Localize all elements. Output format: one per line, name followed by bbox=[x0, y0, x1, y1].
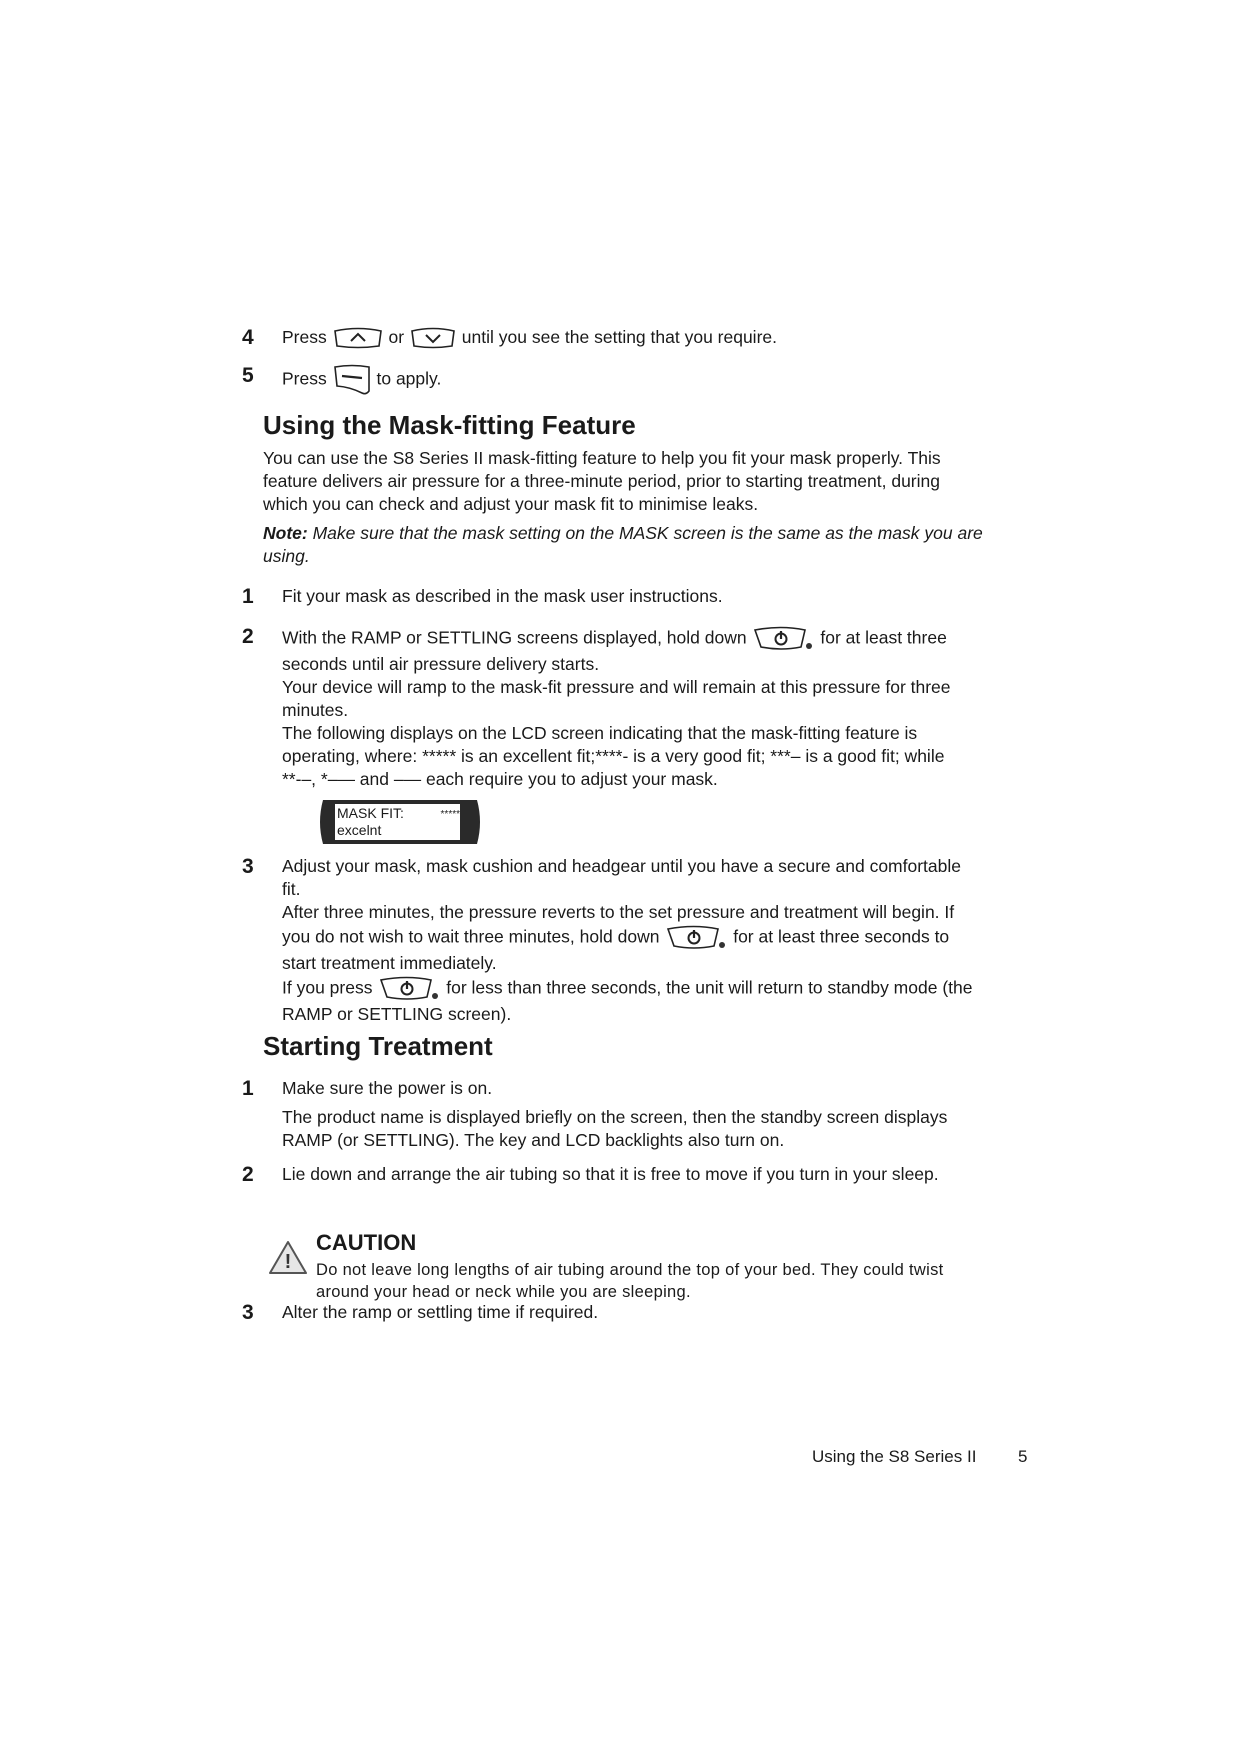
lcd-stars: ***** bbox=[440, 809, 460, 820]
lcd-screen bbox=[335, 804, 460, 840]
step-number: 2 bbox=[242, 625, 254, 648]
step-text: Your device will ramp to the mask-fit pressure and will remain at this pressure for three minutes. bbox=[282, 677, 951, 720]
step-text: After three minutes, the pressure reverts to the set pressure and treatment will begin. If you do not wish to wait three minutes, hold down for at least three seconds to start treatment immediately. bbox=[282, 902, 955, 973]
step-text: or bbox=[388, 327, 405, 347]
caution-icon bbox=[268, 1240, 308, 1276]
step-text: Press bbox=[282, 368, 327, 389]
step-text: Fit your mask as described in the mask user instructions. bbox=[282, 586, 723, 606]
step-text: If you press for less than three seconds, the unit will return to standby mode (the RAMP or SETTLING screen). bbox=[282, 975, 982, 1026]
lcd-line-2: excelnt bbox=[337, 822, 382, 838]
section-title-mask-fitting: Using the Mask-fitting Feature bbox=[263, 410, 636, 440]
step-text: The following displays on the LCD screen indicating that the mask-fitting feature is operating, where: ***** is an excellent fit;****- is a very good fit; ***– is a good fit; while **-–, *–— and –— each require you to adjust your mask. bbox=[282, 723, 945, 789]
step-text: With the RAMP or SETTLING screens displayed, hold down for at least three seconds until air pressure delivery starts. bbox=[282, 625, 982, 676]
step-text: until you see the setting that you require. bbox=[461, 327, 777, 347]
step-number: 1 bbox=[242, 1077, 254, 1100]
step-number: 1 bbox=[242, 585, 254, 608]
mask-intro-paragraph: You can use the S8 Series II mask-fitting feature to help you fit your mask properly. This feature delivers air pressure for a three-minute period, prior to starting treatment, during which you can check and adjust your mask fit to minimise leaks. bbox=[263, 448, 941, 514]
treatment-step-1 bbox=[242, 1077, 982, 1152]
step-number: 5 bbox=[242, 364, 254, 387]
mask-note bbox=[263, 522, 983, 568]
step-number: 3 bbox=[242, 855, 254, 878]
step-text: Press bbox=[282, 327, 327, 347]
power-key-icon bbox=[751, 625, 815, 653]
step-4 bbox=[242, 326, 982, 349]
step-text: The product name is displayed briefly on the screen, then the standby screen displays RAMP (or SETTLING). The key and LCD backlights also turn on. bbox=[282, 1107, 948, 1150]
mask-step-2 bbox=[242, 625, 982, 791]
note-label: Note: bbox=[263, 523, 308, 543]
step-number: 2 bbox=[242, 1163, 254, 1186]
down-key-icon bbox=[409, 327, 457, 349]
step-text: Adjust your mask, mask cushion and headgear until you have a secure and comfortable fit. bbox=[282, 856, 961, 899]
step-text: Lie down and arrange the air tubing so that it is free to move if you turn in your sleep. bbox=[282, 1164, 939, 1184]
enter-key-icon bbox=[332, 364, 372, 396]
mask-step-1 bbox=[242, 585, 982, 608]
step-text: Make sure the power is on. bbox=[282, 1078, 493, 1098]
step-number: 4 bbox=[242, 326, 254, 349]
note-text: Make sure that the mask setting on the MASK screen is the same as the mask you are using. bbox=[263, 523, 983, 566]
step-text: Alter the ramp or settling time if required. bbox=[282, 1302, 599, 1322]
power-key-icon bbox=[664, 924, 728, 952]
step-text: to apply. bbox=[376, 368, 442, 389]
treatment-step-2 bbox=[242, 1163, 982, 1186]
caution-text: Do not leave long lengths of air tubing around the top of your bed. They could twist around your head or neck while you are sleeping. bbox=[316, 1261, 944, 1301]
footer-title: Using the S8 Series II bbox=[812, 1447, 977, 1466]
svg-text:!: ! bbox=[284, 1251, 292, 1273]
lcd-line-1: MASK FIT: bbox=[337, 805, 404, 821]
power-key-icon bbox=[377, 975, 441, 1003]
step-number: 3 bbox=[242, 1301, 254, 1324]
up-key-icon bbox=[332, 327, 384, 349]
lcd-display bbox=[317, 798, 483, 846]
page-number: 5 bbox=[1018, 1447, 1028, 1466]
step-5 bbox=[242, 364, 982, 396]
section-title-starting-treatment: Starting Treatment bbox=[263, 1031, 493, 1061]
treatment-step-3 bbox=[242, 1301, 982, 1324]
mask-step-3 bbox=[242, 855, 982, 1026]
caution-title: CAUTION bbox=[316, 1230, 417, 1255]
